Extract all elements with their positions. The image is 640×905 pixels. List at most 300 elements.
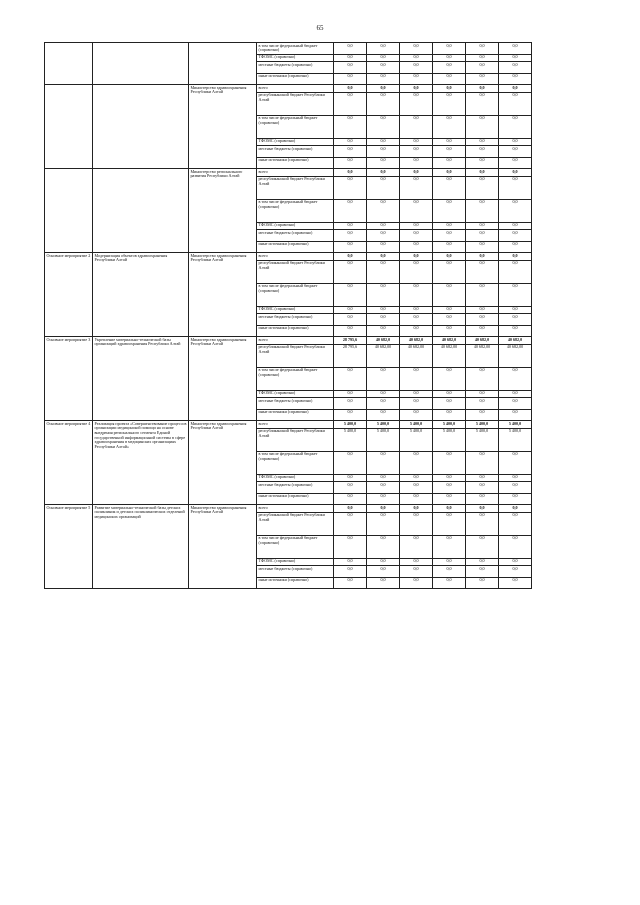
value-cell: 0,0 [334, 558, 367, 566]
value-cell: 0,0 [433, 176, 466, 199]
value-cell: 40 682,0 [367, 337, 400, 345]
funding-source-cell: местные бюджеты (справочно) [257, 314, 334, 326]
value-cell: 0,0 [499, 92, 532, 115]
funding-source-cell: иные источники (справочно) [257, 241, 334, 253]
value-cell: 0,0 [367, 325, 400, 337]
value-cell: 0,0 [499, 577, 532, 589]
table-row [45, 421, 532, 429]
value-cell: 0,0 [433, 535, 466, 558]
value-cell: 0,0 [466, 138, 499, 146]
measure-name-cell [93, 85, 189, 169]
value-cell: 40 682,00 [400, 344, 433, 367]
value-cell: 0,0 [499, 138, 532, 146]
value-cell: 0,0 [367, 260, 400, 283]
value-cell: 0,0 [433, 566, 466, 578]
value-cell: 0,0 [367, 222, 400, 230]
value-cell: 0,0 [466, 451, 499, 474]
value-cell: 0,0 [433, 260, 466, 283]
value-cell: 0,0 [433, 222, 466, 230]
value-cell: 0,0 [466, 169, 499, 177]
value-cell: 0,0 [367, 512, 400, 535]
executor-cell: Министерство здравоохранения Республики Алтай [189, 85, 257, 169]
value-cell: 0,0 [466, 474, 499, 482]
value-cell: 0,0 [433, 505, 466, 513]
value-cell: 5 400,0 [400, 421, 433, 429]
value-cell: 0,0 [433, 493, 466, 505]
value-cell: 0,0 [499, 474, 532, 482]
value-cell: 5 400,0 [334, 428, 367, 451]
funding-source-cell: иные источники (справочно) [257, 493, 334, 505]
value-cell: 5 400,0 [433, 428, 466, 451]
funding-source-cell: всего [257, 421, 334, 429]
value-cell: 0,0 [400, 482, 433, 494]
value-cell: 0,0 [433, 558, 466, 566]
funding-source-cell: иные источники (справочно) [257, 409, 334, 421]
value-cell: 0,0 [334, 92, 367, 115]
value-cell: 0,0 [400, 451, 433, 474]
value-cell: 0,0 [466, 558, 499, 566]
value-cell: 0,0 [334, 260, 367, 283]
value-cell: 0,0 [433, 62, 466, 74]
value-cell: 0,0 [400, 115, 433, 138]
measure-name-cell: Модернизация объектов здравоохранения Республики Алтай [93, 253, 189, 337]
measure-name-cell: Укрепление материально-технической базы организаций здравоохранения Республики Алтай [93, 337, 189, 421]
value-cell: 0,0 [334, 115, 367, 138]
value-cell: 0,0 [334, 146, 367, 158]
funding-source-cell: иные источники (справочно) [257, 325, 334, 337]
measure-name-cell [93, 43, 189, 85]
measure-code-cell [45, 85, 93, 169]
page-number: 65 [316, 24, 324, 32]
value-cell: 0,0 [466, 43, 499, 55]
funding-source-cell: местные бюджеты (справочно) [257, 398, 334, 410]
measure-code-cell [45, 169, 93, 253]
value-cell: 0,0 [433, 92, 466, 115]
value-cell: 0,0 [367, 92, 400, 115]
funding-source-cell: иные источники (справочно) [257, 577, 334, 589]
value-cell: 0,0 [499, 493, 532, 505]
value-cell: 5 400,0 [499, 421, 532, 429]
value-cell: 0,0 [334, 306, 367, 314]
measure-name-cell: Реализация проекта «Совершенствование процессов организации медицинской помощи на основе внедрения регионального сегмента Единой государственной информационной системы в сфере здравоохранения в медицинских организациях Республики Алтай» [93, 421, 189, 505]
value-cell: 28 795,6 [334, 337, 367, 345]
value-cell: 0,0 [334, 367, 367, 390]
value-cell: 0,0 [334, 54, 367, 62]
value-cell: 0,0 [367, 493, 400, 505]
funding-source-cell: в том числе федеральный бюджет (справочно) [257, 115, 334, 138]
value-cell: 0,0 [466, 314, 499, 326]
value-cell: 0,0 [367, 157, 400, 169]
value-cell: 0,0 [499, 451, 532, 474]
value-cell: 5 400,0 [400, 428, 433, 451]
funding-source-cell: всего [257, 169, 334, 177]
value-cell: 0,0 [466, 199, 499, 222]
value-cell: 0,0 [433, 398, 466, 410]
value-cell: 40 682,0 [400, 337, 433, 345]
value-cell: 0,0 [433, 367, 466, 390]
executor-cell: Министерство здравоохранения Республики Алтай [189, 337, 257, 421]
measure-code-cell [45, 43, 93, 85]
value-cell: 0,0 [367, 73, 400, 85]
value-cell: 0,0 [334, 138, 367, 146]
value-cell: 0,0 [400, 176, 433, 199]
measure-code-cell: Основное мероприятие 5 [45, 505, 93, 589]
value-cell: 0,0 [367, 43, 400, 55]
value-cell: 0,0 [367, 314, 400, 326]
value-cell: 0,0 [367, 146, 400, 158]
value-cell: 0,0 [400, 283, 433, 306]
value-cell: 0,0 [433, 199, 466, 222]
table-row [45, 85, 532, 93]
value-cell: 0,0 [367, 482, 400, 494]
value-cell: 0,0 [433, 325, 466, 337]
value-cell: 0,0 [334, 451, 367, 474]
value-cell: 0,0 [367, 253, 400, 261]
value-cell: 0,0 [499, 222, 532, 230]
value-cell: 0,0 [334, 482, 367, 494]
value-cell: 0,0 [334, 85, 367, 93]
value-cell: 0,0 [400, 493, 433, 505]
value-cell: 0,0 [400, 367, 433, 390]
value-cell: 0,0 [466, 253, 499, 261]
value-cell: 0,0 [466, 577, 499, 589]
value-cell: 5 400,0 [466, 421, 499, 429]
value-cell: 40 682,00 [466, 344, 499, 367]
value-cell: 0,0 [433, 512, 466, 535]
value-cell: 0,0 [466, 505, 499, 513]
table-row [45, 337, 532, 345]
funding-source-cell: местные бюджеты (справочно) [257, 146, 334, 158]
value-cell: 0,0 [499, 314, 532, 326]
value-cell: 0,0 [499, 535, 532, 558]
value-cell: 0,0 [367, 577, 400, 589]
value-cell: 0,0 [334, 62, 367, 74]
value-cell: 0,0 [499, 505, 532, 513]
value-cell: 0,0 [400, 260, 433, 283]
value-cell: 0,0 [367, 283, 400, 306]
value-cell: 0,0 [400, 474, 433, 482]
value-cell: 0,0 [499, 169, 532, 177]
funding-source-cell: в том числе федеральный бюджет (справочно) [257, 283, 334, 306]
value-cell: 0,0 [334, 566, 367, 578]
value-cell: 0,0 [466, 222, 499, 230]
value-cell: 0,0 [400, 169, 433, 177]
value-cell: 0,0 [499, 54, 532, 62]
value-cell: 40 682,0 [433, 337, 466, 345]
funding-source-cell: республиканский бюджет Республики Алтай [257, 176, 334, 199]
value-cell: 0,0 [400, 512, 433, 535]
value-cell: 0,0 [433, 157, 466, 169]
value-cell: 0,0 [367, 85, 400, 93]
value-cell: 0,0 [400, 577, 433, 589]
value-cell: 0,0 [433, 482, 466, 494]
funding-source-cell: в том числе федеральный бюджет (справочно) [257, 199, 334, 222]
value-cell: 0,0 [433, 577, 466, 589]
value-cell: 0,0 [499, 367, 532, 390]
value-cell: 0,0 [466, 146, 499, 158]
value-cell: 40 682,0 [499, 337, 532, 345]
funding-source-cell: местные бюджеты (справочно) [257, 62, 334, 74]
value-cell: 0,0 [433, 283, 466, 306]
value-cell: 0,0 [433, 169, 466, 177]
funding-source-cell: ТФОМС (справочно) [257, 558, 334, 566]
value-cell: 0,0 [466, 157, 499, 169]
value-cell: 0,0 [367, 451, 400, 474]
value-cell: 0,0 [499, 253, 532, 261]
value-cell: 0,0 [400, 199, 433, 222]
value-cell: 0,0 [433, 241, 466, 253]
funding-source-cell: ТФОМС (справочно) [257, 474, 334, 482]
value-cell: 0,0 [367, 241, 400, 253]
funding-source-cell: иные источники (справочно) [257, 73, 334, 85]
value-cell: 0,0 [466, 390, 499, 398]
measure-name-cell [93, 169, 189, 253]
value-cell: 0,0 [367, 505, 400, 513]
value-cell: 0,0 [433, 314, 466, 326]
value-cell: 40 682,0 [466, 337, 499, 345]
executor-cell: Министерство регионального развития Республики Алтай [189, 169, 257, 253]
value-cell: 0,0 [433, 390, 466, 398]
value-cell: 0,0 [466, 367, 499, 390]
value-cell: 0,0 [367, 558, 400, 566]
value-cell: 0,0 [400, 85, 433, 93]
value-cell: 0,0 [400, 390, 433, 398]
value-cell: 0,0 [433, 115, 466, 138]
funding-source-cell: местные бюджеты (справочно) [257, 230, 334, 242]
value-cell: 0,0 [499, 230, 532, 242]
funding-source-cell: республиканский бюджет Республики Алтай [257, 344, 334, 367]
value-cell: 0,0 [334, 474, 367, 482]
value-cell: 0,0 [466, 325, 499, 337]
funding-source-cell: местные бюджеты (справочно) [257, 482, 334, 494]
value-cell: 0,0 [499, 157, 532, 169]
value-cell: 0,0 [466, 62, 499, 74]
value-cell: 0,0 [466, 306, 499, 314]
value-cell: 0,0 [367, 230, 400, 242]
value-cell: 0,0 [499, 73, 532, 85]
value-cell: 0,0 [400, 241, 433, 253]
value-cell: 0,0 [466, 260, 499, 283]
value-cell: 0,0 [466, 85, 499, 93]
value-cell: 0,0 [334, 535, 367, 558]
value-cell: 0,0 [466, 512, 499, 535]
executor-cell [189, 43, 257, 85]
value-cell: 5 400,0 [466, 428, 499, 451]
value-cell: 0,0 [334, 253, 367, 261]
value-cell: 0,0 [400, 314, 433, 326]
funding-source-cell: ТФОМС (справочно) [257, 390, 334, 398]
value-cell: 0,0 [367, 474, 400, 482]
value-cell: 0,0 [433, 138, 466, 146]
value-cell: 0,0 [499, 398, 532, 410]
funding-source-cell: ТФОМС (справочно) [257, 306, 334, 314]
value-cell: 0,0 [499, 325, 532, 337]
value-cell: 0,0 [400, 62, 433, 74]
value-cell: 0,0 [499, 566, 532, 578]
value-cell: 0,0 [433, 230, 466, 242]
value-cell: 0,0 [334, 283, 367, 306]
value-cell: 0,0 [433, 85, 466, 93]
value-cell: 0,0 [334, 398, 367, 410]
value-cell: 0,0 [400, 535, 433, 558]
value-cell: 28 795,6 [334, 344, 367, 367]
funding-source-cell: республиканский бюджет Республики Алтай [257, 260, 334, 283]
measure-code-cell: Основное мероприятие 4 [45, 421, 93, 505]
value-cell: 0,0 [334, 157, 367, 169]
value-cell: 0,0 [367, 176, 400, 199]
value-cell: 0,0 [433, 474, 466, 482]
value-cell: 0,0 [334, 176, 367, 199]
value-cell: 0,0 [499, 306, 532, 314]
value-cell: 0,0 [367, 54, 400, 62]
value-cell: 0,0 [466, 230, 499, 242]
value-cell: 0,0 [334, 314, 367, 326]
value-cell: 0,0 [499, 43, 532, 55]
funding-source-cell: иные источники (справочно) [257, 157, 334, 169]
value-cell: 0,0 [367, 535, 400, 558]
value-cell: 0,0 [367, 199, 400, 222]
value-cell: 0,0 [499, 62, 532, 74]
funding-source-cell: всего [257, 505, 334, 513]
value-cell: 0,0 [367, 306, 400, 314]
measure-code-cell: Основное мероприятие 2 [45, 253, 93, 337]
value-cell: 0,0 [400, 222, 433, 230]
value-cell: 0,0 [466, 176, 499, 199]
value-cell: 0,0 [334, 230, 367, 242]
value-cell: 0,0 [466, 241, 499, 253]
value-cell: 0,0 [367, 566, 400, 578]
value-cell: 5 400,0 [367, 421, 400, 429]
value-cell: 40 682,00 [367, 344, 400, 367]
value-cell: 0,0 [334, 241, 367, 253]
funding-source-cell: республиканский бюджет Республики Алтай [257, 512, 334, 535]
value-cell: 0,0 [334, 199, 367, 222]
value-cell: 0,0 [400, 146, 433, 158]
value-cell: 5 400,0 [334, 421, 367, 429]
value-cell: 0,0 [499, 115, 532, 138]
value-cell: 0,0 [334, 43, 367, 55]
funding-source-cell: всего [257, 253, 334, 261]
value-cell: 0,0 [400, 92, 433, 115]
value-cell: 0,0 [400, 138, 433, 146]
value-cell: 5 400,0 [367, 428, 400, 451]
table-row [45, 253, 532, 261]
value-cell: 0,0 [433, 409, 466, 421]
value-cell: 0,0 [334, 493, 367, 505]
value-cell: 0,0 [334, 169, 367, 177]
value-cell: 0,0 [466, 566, 499, 578]
value-cell: 0,0 [400, 566, 433, 578]
value-cell: 0,0 [334, 73, 367, 85]
value-cell: 0,0 [400, 505, 433, 513]
funding-source-cell: в том числе федеральный бюджет (справочно) [257, 451, 334, 474]
value-cell: 0,0 [499, 283, 532, 306]
funding-source-cell: в том числе федеральный бюджет (справочно) [257, 43, 334, 55]
value-cell: 0,0 [466, 398, 499, 410]
measure-name-cell: Развитие материально-технической базы детских поликлиник и детских поликлинических отделений медицинских организаций [93, 505, 189, 589]
value-cell: 0,0 [367, 169, 400, 177]
value-cell: 0,0 [334, 325, 367, 337]
funding-source-cell: ТФОМС (справочно) [257, 54, 334, 62]
executor-cell: Министерство здравоохранения Республики Алтай [189, 421, 257, 505]
value-cell: 0,0 [499, 176, 532, 199]
value-cell: 0,0 [367, 115, 400, 138]
value-cell: 0,0 [466, 73, 499, 85]
value-cell: 0,0 [499, 482, 532, 494]
value-cell: 0,0 [367, 398, 400, 410]
value-cell: 0,0 [499, 146, 532, 158]
value-cell: 0,0 [499, 558, 532, 566]
value-cell: 0,0 [367, 390, 400, 398]
value-cell: 0,0 [367, 409, 400, 421]
executor-cell: Министерство здравоохранения Республики Алтай [189, 253, 257, 337]
financing-table [44, 42, 532, 589]
value-cell: 0,0 [433, 73, 466, 85]
value-cell: 0,0 [367, 367, 400, 390]
value-cell: 5 400,0 [499, 428, 532, 451]
measure-code-cell: Основное мероприятие 3 [45, 337, 93, 421]
funding-source-cell: ТФОМС (справочно) [257, 138, 334, 146]
funding-source-cell: всего [257, 337, 334, 345]
value-cell: 0,0 [433, 451, 466, 474]
value-cell: 0,0 [367, 138, 400, 146]
value-cell: 0,0 [433, 253, 466, 261]
value-cell: 0,0 [433, 54, 466, 62]
value-cell: 0,0 [400, 73, 433, 85]
value-cell: 0,0 [334, 577, 367, 589]
table-row [45, 169, 532, 177]
value-cell: 0,0 [466, 535, 499, 558]
value-cell: 0,0 [334, 409, 367, 421]
funding-source-cell: республиканский бюджет Республики Алтай [257, 92, 334, 115]
value-cell: 0,0 [400, 558, 433, 566]
value-cell: 0,0 [334, 390, 367, 398]
funding-source-cell: местные бюджеты (справочно) [257, 566, 334, 578]
value-cell: 0,0 [400, 54, 433, 62]
value-cell: 0,0 [466, 54, 499, 62]
value-cell: 0,0 [400, 230, 433, 242]
value-cell: 0,0 [400, 43, 433, 55]
funding-source-cell: ТФОМС (справочно) [257, 222, 334, 230]
funding-source-cell: в том числе федеральный бюджет (справочно) [257, 367, 334, 390]
value-cell: 0,0 [466, 493, 499, 505]
value-cell: 5 400,0 [433, 421, 466, 429]
value-cell: 0,0 [466, 115, 499, 138]
value-cell: 0,0 [499, 409, 532, 421]
value-cell: 0,0 [499, 260, 532, 283]
table-row [45, 505, 532, 513]
value-cell: 0,0 [400, 157, 433, 169]
funding-source-cell: всего [257, 85, 334, 93]
value-cell: 0,0 [367, 62, 400, 74]
value-cell: 0,0 [499, 85, 532, 93]
value-cell: 0,0 [400, 306, 433, 314]
table-row [45, 43, 532, 55]
value-cell: 0,0 [499, 390, 532, 398]
value-cell: 0,0 [466, 409, 499, 421]
funding-source-cell: в том числе федеральный бюджет (справочно) [257, 535, 334, 558]
value-cell: 0,0 [334, 505, 367, 513]
executor-cell: Министерство здравоохранения Республики Алтай [189, 505, 257, 589]
value-cell: 0,0 [433, 146, 466, 158]
value-cell: 0,0 [400, 398, 433, 410]
value-cell: 0,0 [400, 409, 433, 421]
value-cell: 0,0 [433, 306, 466, 314]
value-cell: 0,0 [499, 241, 532, 253]
value-cell: 0,0 [466, 482, 499, 494]
table-body [45, 43, 532, 589]
value-cell: 0,0 [334, 222, 367, 230]
